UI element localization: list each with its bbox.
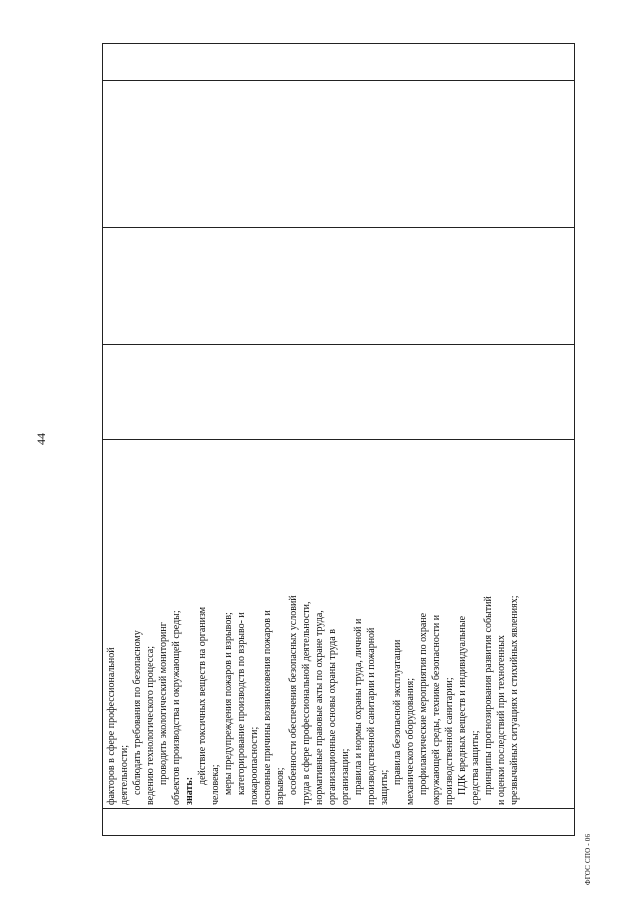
content-line: защиты;	[379, 769, 390, 805]
content-line: профилактические мероприятия по охране	[418, 612, 429, 795]
content-line: механического оборудования;	[405, 677, 416, 805]
content-line: соблюдать требования по безопасному	[132, 630, 143, 795]
content-line: чрезвычайных ситуациях и стихийных явлениях;	[509, 595, 520, 805]
content-line: пожароопасности;	[249, 726, 260, 805]
content-line: правила и нормы охраны труда, личной и	[353, 618, 364, 795]
content-line: и оценки последствий при техногенных	[496, 635, 507, 805]
table-wrapper	[102, 43, 575, 836]
competency-table	[102, 43, 575, 836]
table-cell-empty	[103, 81, 575, 228]
content-line: категорирование производств по взрыво- и	[236, 612, 247, 795]
content-line: меры предупреждения пожаров и взрывов;	[223, 612, 234, 795]
content-line: организации;	[340, 748, 351, 805]
content-line: факторов в сфере профессиональной	[106, 647, 117, 805]
table-cell-empty	[103, 345, 575, 440]
content-line: особенности обеспечения безопасных условий	[288, 595, 299, 795]
content-line: организационные основы охраны труда в	[327, 629, 338, 805]
table-cell-empty	[103, 228, 575, 345]
content-line: нормативные правовые акты по охране труда,	[314, 610, 325, 805]
content-line: правила безопасной эксплуатации	[392, 639, 403, 785]
content-line: деятельности;	[119, 744, 130, 805]
content-line: основные причины возникновения пожаров и	[262, 610, 273, 805]
content-line: взрывов;	[275, 767, 286, 805]
content-line: окружающей среды, технике безопасности и	[431, 614, 442, 805]
content-line: принципы прогнозирования развития событий	[483, 596, 494, 795]
content-line: проводить экологический мониторинг	[158, 622, 169, 785]
content-line: ведению технологического процесса;	[145, 646, 156, 805]
content-line: человека;	[210, 764, 221, 805]
table-cell-content	[103, 440, 575, 809]
page-number: 44	[34, 433, 48, 445]
content-line: действие токсичных веществ на организм	[197, 606, 208, 785]
content-line: объектов производства и окружающей среды;	[171, 610, 182, 805]
content-line: средства защиты;	[470, 730, 481, 805]
table-row	[103, 44, 575, 836]
document-footer-code: ФГОС СПО - 06	[584, 833, 592, 885]
table-cell-code	[103, 809, 575, 836]
content-line: труда в сфере профессиональной деятельности,	[301, 601, 312, 805]
content-line: ПДК вредных веществ и индивидуальные	[457, 615, 468, 795]
content-line: производственной санитарии и пожарной	[366, 627, 377, 805]
content-line: производственной санитарии;	[444, 677, 455, 805]
content-line-heading: знать:	[184, 776, 195, 805]
rotated-table-container	[102, 43, 575, 836]
table-cell-empty	[103, 44, 575, 81]
